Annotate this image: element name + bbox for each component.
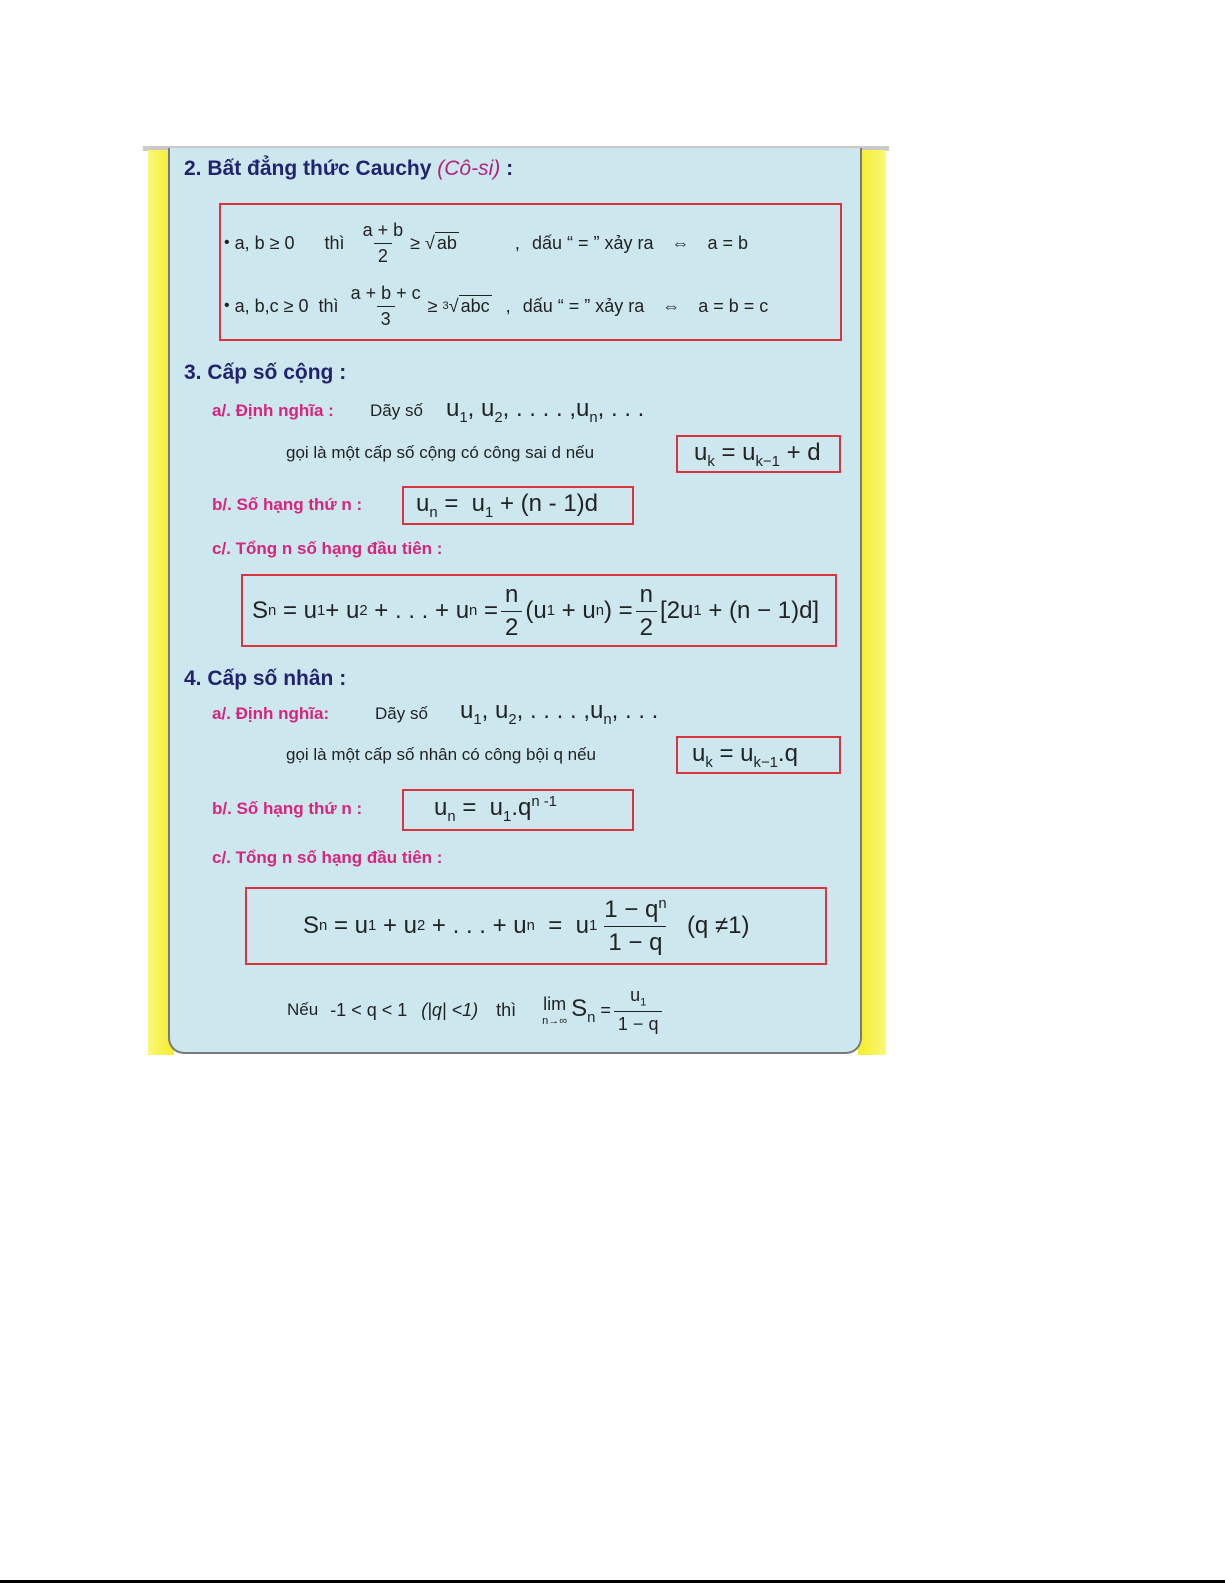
s4-definition-line2: gọi là một cấp số nhân có công bội q nếu: [286, 745, 596, 764]
s3-definition-label: a/. Định nghĩa :: [212, 401, 334, 420]
s3-recurrence-formula: $u_k = u_{k-1} + d$: [694, 439, 821, 470]
s3-nth-term-formula: $u_n = u_1 + (n - 1)d$: [416, 490, 599, 521]
s4-sum-label: c/. Tổng n số hạng đầu tiên :: [212, 848, 443, 867]
s3-sum-formula: S n = u 1 + u 2 + . . . + u n = $\frac{n}{2}$ (u 1 + u n ) = $\frac{n}{2}$ [2u 1 + (n − 1)d]: [252, 580, 820, 641]
s3-sequence: $u_1$, $u_2$, . . . . $,u_n$, . . .: [446, 395, 645, 426]
section-3-title: 3. Cấp số cộng :: [184, 361, 347, 384]
cauchy-row-2: • a, b,c ≥ 0 thì $\frac{a + b + c}{3}$ ≥ 3 √ abc , dấu “ = ” xảy ra ⇔ a = b = c: [224, 282, 769, 329]
s4-nth-term-formula: $u_n = u_1.q^{n -1}$: [434, 794, 557, 825]
s4-sum-formula: S n = u 1 + u 2 + . . . + u n = u 1 $\frac{1 - q^n}{1 - q}$ (q ≠1): [303, 895, 750, 956]
s3-nth-term-label: b/. Số hạng thứ n :: [212, 495, 363, 514]
s3-definition-line2: gọi là một cấp số cộng có công sai d nếu: [286, 443, 595, 462]
s4-definition-label: a/. Định nghĩa:: [212, 704, 330, 723]
page-bottom-border: [0, 1580, 1225, 1583]
s4-sequence: $u_1$, $u_2$, . . . . $,u_n$, . . .: [460, 697, 659, 728]
s4-recurrence-formula: $u_k = u_{k-1}.q$: [692, 740, 798, 771]
section-2-title: 2. Bất đẳng thức Cauchy (Cô-si) :: [184, 157, 514, 180]
s4-definition-text: Dãy số: [375, 704, 428, 723]
cauchy-row-1: • a, b ≥ 0 thì $\frac{a + b}{2}$ ≥ √ ab , dấu “ = ” xảy ra ⇔ a = b: [224, 219, 749, 266]
s3-sum-label: c/. Tổng n số hạng đầu tiên :: [212, 539, 443, 558]
s4-nth-term-label: b/. Số hạng thứ n :: [212, 799, 363, 818]
s4-limit-line: Nếu -1 < q < 1 (|q| <1) thì lim n→∞ $S_n$ = $\frac{u_1}{1 - q}$: [287, 981, 665, 1039]
s3-definition-text: Dãy số: [370, 401, 423, 420]
right-yellow-bar: [858, 150, 886, 1055]
section-4-title: 4. Cấp số nhân :: [184, 667, 347, 690]
